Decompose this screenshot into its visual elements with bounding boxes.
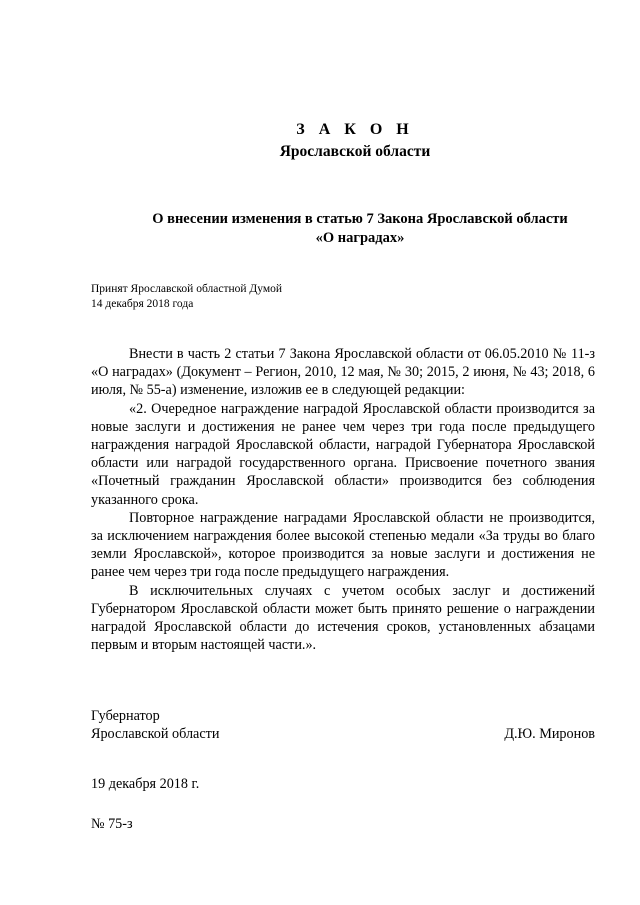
body-paragraph: Внести в часть 2 статьи 7 Закона Ярославской области от 06.05.2010 № 11-з «О наградах» (Документ – Регион, 2010, 12 мая, № 30; 2015, 2 июня, № 43; 2018, 6 июля, № 55-а) изменение, изложив ее в следующей редакции: [91,346,595,399]
body-paragraph: «2. Очередное награждение наградой Ярославской области производится за новые заслуги и достижения не ранее чем через три года после предыдущего награждения наградой Ярославской области, наградой Губернатора Ярославской области или наградой государственного органа. Присвоение почетного звания «Почетный гражданин Ярославской области» производится без соблюдения указанного срока. [91,400,595,508]
signing-date: 19 декабря 2018 г. [91,776,200,792]
signatory-position [91,707,219,744]
law-title-line-1: О внесении изменения в статью 7 Закона Ярославской области [152,211,568,227]
signatory-name: Д.Ю. Миронов [504,726,595,742]
body-paragraph: В исключительных случаях с учетом особых заслуг и достижений Губернатором Ярославской области может быть принято решение о награждении наградой Ярославской области до истечения сроков, установленных абзацами первым и вторым настоящей части.». [91,582,595,654]
body-paragraph: Повторное награждение наградами Ярославской области не производится, за исключением награждения более высокой степенью медали «За труды во благо земли Ярославской», которое производится за новые заслуги и достижения не ранее чем через три года после предыдущего награждения. [91,509,595,581]
region-heading: Ярославской области [279,143,431,160]
law-body [91,345,595,654]
adoption-date: 14 декабря 2018 года [91,298,194,310]
document-type-heading: З А К О Н [296,121,414,138]
law-title-line-2: «О наградах» [315,230,405,246]
law-title [130,210,590,248]
signatory-position-line-1: Губернатор [91,708,160,724]
signatory-position-line-2: Ярославской области [91,726,220,743]
adoption-note [91,282,282,312]
law-number: № 75-з [91,816,133,832]
adoption-body: Принят Ярославской областной Думой [91,283,283,295]
